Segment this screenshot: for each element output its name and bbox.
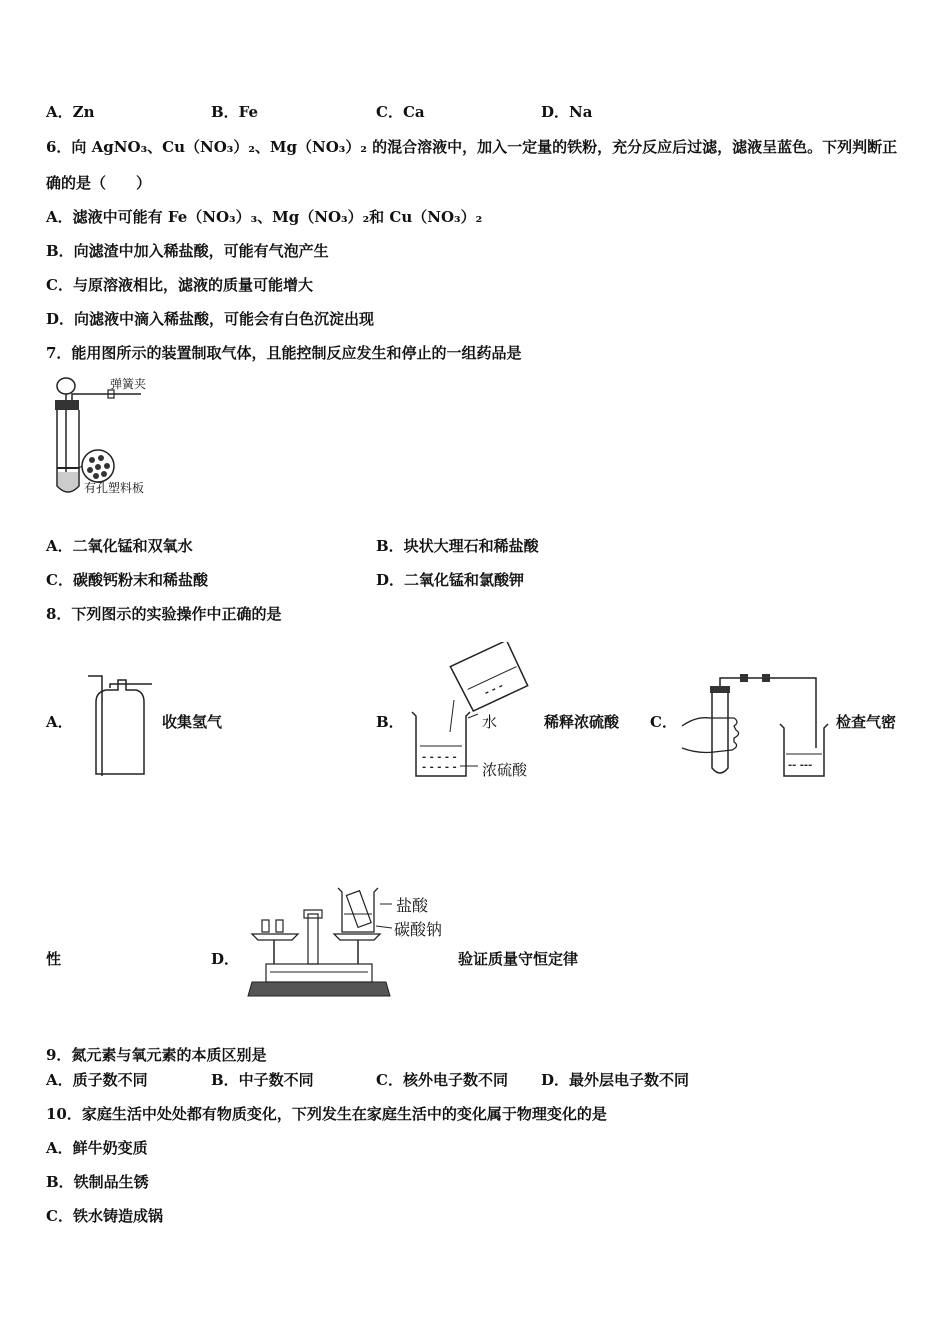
svg-text:- - -: - - -	[482, 680, 506, 699]
q8-b-label-acid: 浓硫酸	[482, 761, 528, 779]
q6-stem-line1: 6．向 AgNO₃、Cu（NO₃）₂、Mg（NO₃）₂ 的混合溶液中，加入一定量的铁粉，充分反应后过滤，滤液呈蓝色。下列判断正	[46, 138, 898, 156]
q6-stem-line2: 确的是（ ）	[46, 174, 152, 192]
q5-option-d: D．Na	[541, 103, 593, 121]
svg-text:-- ---: -- ---	[788, 760, 813, 771]
q8-stem: 8．下列图示的实验操作中正确的是	[46, 605, 282, 623]
q6-option-c: C．与原溶液相比，滤液的质量可能增大	[46, 276, 313, 294]
svg-text:- - - - -: - - - - -	[422, 752, 457, 763]
q6-option-b: B．向滤渣中加入稀盐酸，可能有气泡产生	[46, 242, 329, 260]
q9-option-c: C．核外电子数不同	[376, 1071, 508, 1089]
q8-d-letter: D．	[211, 950, 240, 968]
q5-option-a: A．Zn	[46, 103, 95, 121]
q8-b-letter: B．	[376, 713, 404, 731]
q8-d-label-hcl: 盐酸	[396, 896, 429, 915]
q8-d-balance-figure	[246, 884, 392, 1000]
q9-option-a: A．质子数不同	[46, 1071, 148, 1089]
q8-b-caption: 稀释浓硫酸	[544, 713, 620, 731]
q7-option-c: C．碳酸钙粉末和稀盐酸	[46, 571, 208, 589]
q10-option-c: C．铁水铸造成锅	[46, 1207, 163, 1225]
q8-d-label-na2co3: 碳酸钠	[394, 920, 443, 939]
q7-option-d: D．二氧化锰和氯酸钾	[376, 571, 525, 589]
q5-option-b: B．Fe	[211, 103, 259, 121]
q8-a-gas-bottle-figure	[88, 672, 154, 782]
q10-stem: 10．家庭生活中处处都有物质变化，下列发生在家庭生活中的变化属于物理变化的是	[46, 1105, 607, 1123]
q8-d-caption: 验证质量守恒定律	[458, 950, 579, 968]
q5-option-c: C．Ca	[376, 103, 425, 121]
q7-stem: 7．能用图所示的装置制取气体，且能控制反应发生和停止的一组药品是	[46, 344, 522, 362]
q10-option-a: A．鲜牛奶变质	[46, 1139, 148, 1157]
q9-stem: 9．氮元素与氧元素的本质区别是	[46, 1046, 267, 1064]
svg-text:- - - - -: - - - - -	[422, 762, 457, 773]
q6-option-a: A．滤液中可能有 Fe（NO₃）₃、Mg（NO₃）₂和 Cu（NO₃）₂	[46, 208, 483, 226]
q6-option-d: D．向滤液中滴入稀盐酸，可能会有白色沉淀出现	[46, 310, 375, 328]
q8-b-label-water: 水	[482, 713, 498, 731]
q10-option-b: B．铁制品生锈	[46, 1173, 149, 1191]
q8-c-airtight-check-figure	[678, 668, 830, 782]
q8-a-letter: A．	[46, 713, 73, 731]
q7-label-plate: 有孔塑料板	[84, 481, 145, 495]
q7-label-clamp: 弹簧夹	[110, 377, 147, 391]
q8-c-letter: C．	[650, 713, 677, 731]
q7-option-a: A．二氧化锰和双氧水	[46, 537, 193, 555]
q7-option-b: B．块状大理石和稀盐酸	[376, 537, 539, 555]
q8-a-caption: 收集氢气	[162, 713, 223, 731]
q8-c-caption-part1: 检查气密	[836, 713, 897, 731]
q8-c-caption-part2: 性	[46, 950, 62, 968]
q9-option-b: B．中子数不同	[211, 1071, 314, 1089]
q9-option-d: D．最外层电子数不同	[541, 1071, 690, 1089]
